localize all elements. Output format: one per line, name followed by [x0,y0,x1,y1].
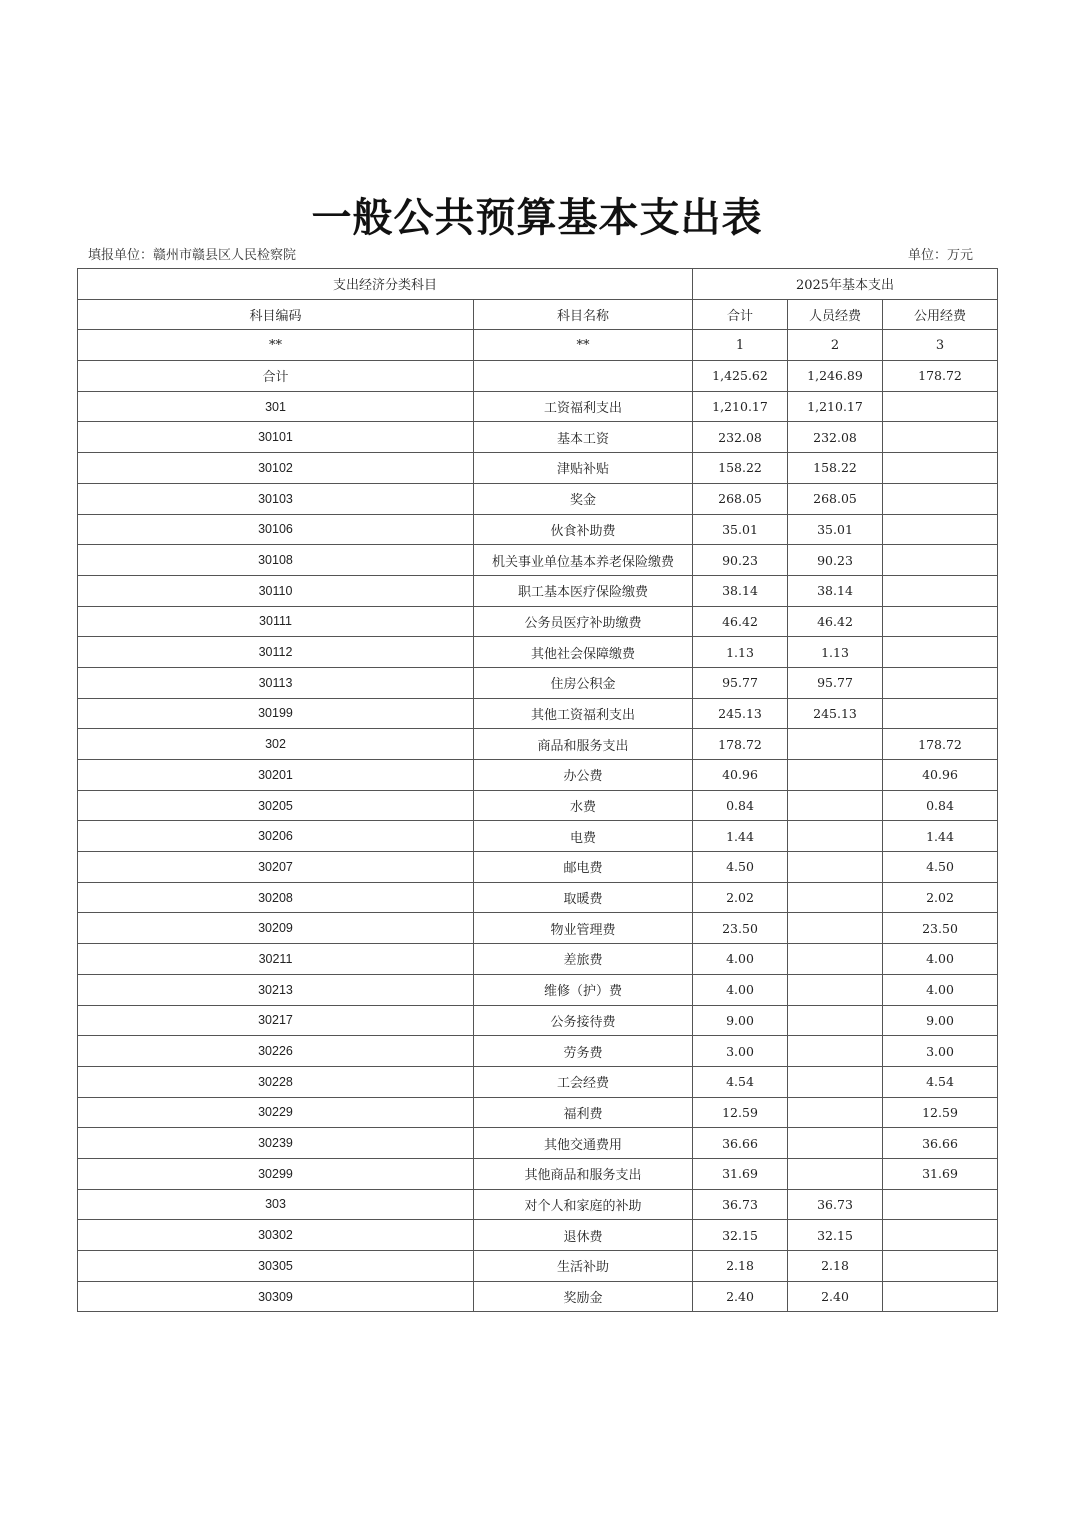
row-total: 36.73 [693,1189,788,1220]
table-row [78,453,998,484]
table-row [78,729,998,760]
row-personnel [788,1097,883,1128]
currency-unit: 单位：万元 [907,248,973,263]
table-row [78,1097,998,1128]
row-personnel: 1,210.17 [788,391,883,422]
row-public: 4.00 [883,974,998,1005]
row-code: 30211 [78,944,474,975]
row-public: 178.72 [883,729,998,760]
row-public [883,391,998,422]
row-code: 30110 [78,575,474,606]
row-public [883,1251,998,1282]
row-public: 12.59 [883,1097,998,1128]
table-row [78,944,998,975]
table-row [78,913,998,944]
table-row [78,698,998,729]
header-code: 科目编码 [78,299,474,330]
table-row [78,575,998,606]
row-code: 30111 [78,606,474,637]
row-public [883,1281,998,1312]
row-personnel [788,1036,883,1067]
row-public: 0.84 [883,790,998,821]
header-column-row [78,299,998,330]
row-code: 30239 [78,1128,474,1159]
row-total: 158.22 [693,453,788,484]
row-public: 31.69 [883,1158,998,1189]
table-row [78,1005,998,1036]
row-code: 30201 [78,760,474,791]
row-name: 差旅费 [474,944,693,975]
row-name: 商品和服务支出 [474,729,693,760]
row-name: 奖金 [474,483,693,514]
row-public [883,1189,998,1220]
index-total: 1 [693,330,788,361]
reporting-unit: 填报单位：赣州市赣县区人民检察院 [88,248,297,263]
row-code: 30205 [78,790,474,821]
row-personnel [788,760,883,791]
row-personnel: 32.15 [788,1220,883,1251]
index-name: ** [474,330,693,361]
row-personnel: 90.23 [788,545,883,576]
row-personnel: 1.13 [788,637,883,668]
table-row [78,790,998,821]
row-code: 30101 [78,422,474,453]
row-name: 公务员医疗补助缴费 [474,606,693,637]
row-public [883,453,998,484]
total-personnel: 1,246.89 [788,361,883,392]
row-name: 电费 [474,821,693,852]
row-total: 178.72 [693,729,788,760]
table-row [78,637,998,668]
row-name: 奖励金 [474,1281,693,1312]
index-personnel: 2 [788,330,883,361]
table-row [78,1036,998,1067]
row-public: 1.44 [883,821,998,852]
row-public: 4.54 [883,1066,998,1097]
header-personnel: 人员经费 [788,299,883,330]
row-total: 90.23 [693,545,788,576]
table-row [78,974,998,1005]
row-personnel: 95.77 [788,667,883,698]
row-code: 30112 [78,637,474,668]
row-name: 维修（护）费 [474,974,693,1005]
row-total: 1.44 [693,821,788,852]
row-total: 1.13 [693,637,788,668]
row-code: 30309 [78,1281,474,1312]
row-public: 9.00 [883,1005,998,1036]
row-public [883,606,998,637]
row-code: 301 [78,391,474,422]
row-name: 职工基本医疗保险缴费 [474,575,693,606]
row-name: 基本工资 [474,422,693,453]
row-total: 2.02 [693,882,788,913]
row-personnel [788,913,883,944]
row-total: 2.18 [693,1251,788,1282]
table-row [78,1281,998,1312]
row-name: 住房公积金 [474,667,693,698]
row-code: 30206 [78,821,474,852]
row-personnel [788,882,883,913]
row-code: 30207 [78,852,474,883]
header-index-row [78,330,998,361]
row-code: 30226 [78,1036,474,1067]
table-row [78,882,998,913]
row-code: 30302 [78,1220,474,1251]
row-total: 4.50 [693,852,788,883]
row-personnel: 2.40 [788,1281,883,1312]
row-public: 4.50 [883,852,998,883]
row-name: 其他社会保障缴费 [474,637,693,668]
row-name: 工资福利支出 [474,391,693,422]
row-name: 机关事业单位基本养老保险缴费 [474,545,693,576]
table-row [78,545,998,576]
row-personnel: 268.05 [788,483,883,514]
row-name: 其他商品和服务支出 [474,1158,693,1189]
row-code: 303 [78,1189,474,1220]
row-code: 30229 [78,1097,474,1128]
row-public [883,575,998,606]
row-total: 32.15 [693,1220,788,1251]
row-personnel [788,1128,883,1159]
row-public [883,545,998,576]
row-total: 35.01 [693,514,788,545]
row-code: 30305 [78,1251,474,1282]
row-total: 3.00 [693,1036,788,1067]
row-total: 2.40 [693,1281,788,1312]
table-row [78,1251,998,1282]
row-total: 40.96 [693,760,788,791]
row-total: 268.05 [693,483,788,514]
row-code: 30228 [78,1066,474,1097]
row-name: 劳务费 [474,1036,693,1067]
row-code: 30199 [78,698,474,729]
header-total: 合计 [693,299,788,330]
row-total: 0.84 [693,790,788,821]
row-personnel: 245.13 [788,698,883,729]
row-public: 2.02 [883,882,998,913]
table-row [78,514,998,545]
row-name: 办公费 [474,760,693,791]
row-public [883,637,998,668]
row-name: 工会经费 [474,1066,693,1097]
row-personnel: 35.01 [788,514,883,545]
budget-table [77,268,998,1312]
row-personnel [788,790,883,821]
row-public [883,667,998,698]
table-row [78,391,998,422]
row-personnel [788,1158,883,1189]
row-personnel [788,821,883,852]
row-name: 公务接待费 [474,1005,693,1036]
header-economic-class: 支出经济分类科目 [78,269,693,300]
table-row [78,852,998,883]
row-total: 232.08 [693,422,788,453]
index-code: ** [78,330,474,361]
row-name: 对个人和家庭的补助 [474,1189,693,1220]
row-code: 30217 [78,1005,474,1036]
row-name: 伙食补助费 [474,514,693,545]
row-name: 邮电费 [474,852,693,883]
row-code: 30208 [78,882,474,913]
row-code: 30106 [78,514,474,545]
row-name: 津贴补贴 [474,453,693,484]
header-public: 公用经费 [883,299,998,330]
row-total: 245.13 [693,698,788,729]
index-public: 3 [883,330,998,361]
row-personnel: 36.73 [788,1189,883,1220]
row-total: 1,210.17 [693,391,788,422]
row-total: 23.50 [693,913,788,944]
row-public [883,514,998,545]
row-public [883,483,998,514]
row-total: 4.54 [693,1066,788,1097]
header-name: 科目名称 [474,299,693,330]
row-personnel: 46.42 [788,606,883,637]
row-code: 30103 [78,483,474,514]
table-row [78,1220,998,1251]
header-basic-expenditure: 2025年基本支出 [693,269,998,300]
row-name: 水费 [474,790,693,821]
page-title: 一般公共预算基本支出表 [311,194,763,241]
table-row [78,606,998,637]
row-personnel [788,1005,883,1036]
table-row [78,821,998,852]
table-row [78,1189,998,1220]
row-code: 302 [78,729,474,760]
row-public: 3.00 [883,1036,998,1067]
row-public [883,1220,998,1251]
row-code: 30113 [78,667,474,698]
total-name-cell [474,361,693,392]
row-name: 福利费 [474,1097,693,1128]
row-name: 取暖费 [474,882,693,913]
table-row [78,1158,998,1189]
total-row [78,361,998,392]
row-personnel: 2.18 [788,1251,883,1282]
row-code: 30299 [78,1158,474,1189]
row-total: 4.00 [693,944,788,975]
row-name: 物业管理费 [474,913,693,944]
total-label: 合计 [78,361,474,392]
row-code: 30102 [78,453,474,484]
row-public: 36.66 [883,1128,998,1159]
total-sum: 1,425.62 [693,361,788,392]
row-personnel: 38.14 [788,575,883,606]
row-name: 生活补助 [474,1251,693,1282]
row-name: 其他交通费用 [474,1128,693,1159]
row-public: 23.50 [883,913,998,944]
row-personnel: 232.08 [788,422,883,453]
row-personnel [788,729,883,760]
row-total: 95.77 [693,667,788,698]
total-public: 178.72 [883,361,998,392]
row-name: 退休费 [474,1220,693,1251]
row-total: 4.00 [693,974,788,1005]
table-row [78,1066,998,1097]
row-total: 36.66 [693,1128,788,1159]
table-row [78,483,998,514]
table-row [78,1128,998,1159]
table-row [78,667,998,698]
table-row [78,422,998,453]
row-total: 12.59 [693,1097,788,1128]
header-group-row [78,269,998,300]
row-personnel [788,944,883,975]
row-total: 9.00 [693,1005,788,1036]
row-code: 30213 [78,974,474,1005]
row-public: 4.00 [883,944,998,975]
row-personnel [788,852,883,883]
row-personnel: 158.22 [788,453,883,484]
table-row [78,760,998,791]
row-public [883,698,998,729]
row-code: 30108 [78,545,474,576]
row-total: 31.69 [693,1158,788,1189]
row-personnel [788,974,883,1005]
row-name: 其他工资福利支出 [474,698,693,729]
row-total: 46.42 [693,606,788,637]
row-code: 30209 [78,913,474,944]
row-personnel [788,1066,883,1097]
row-total: 38.14 [693,575,788,606]
row-public [883,422,998,453]
row-public: 40.96 [883,760,998,791]
